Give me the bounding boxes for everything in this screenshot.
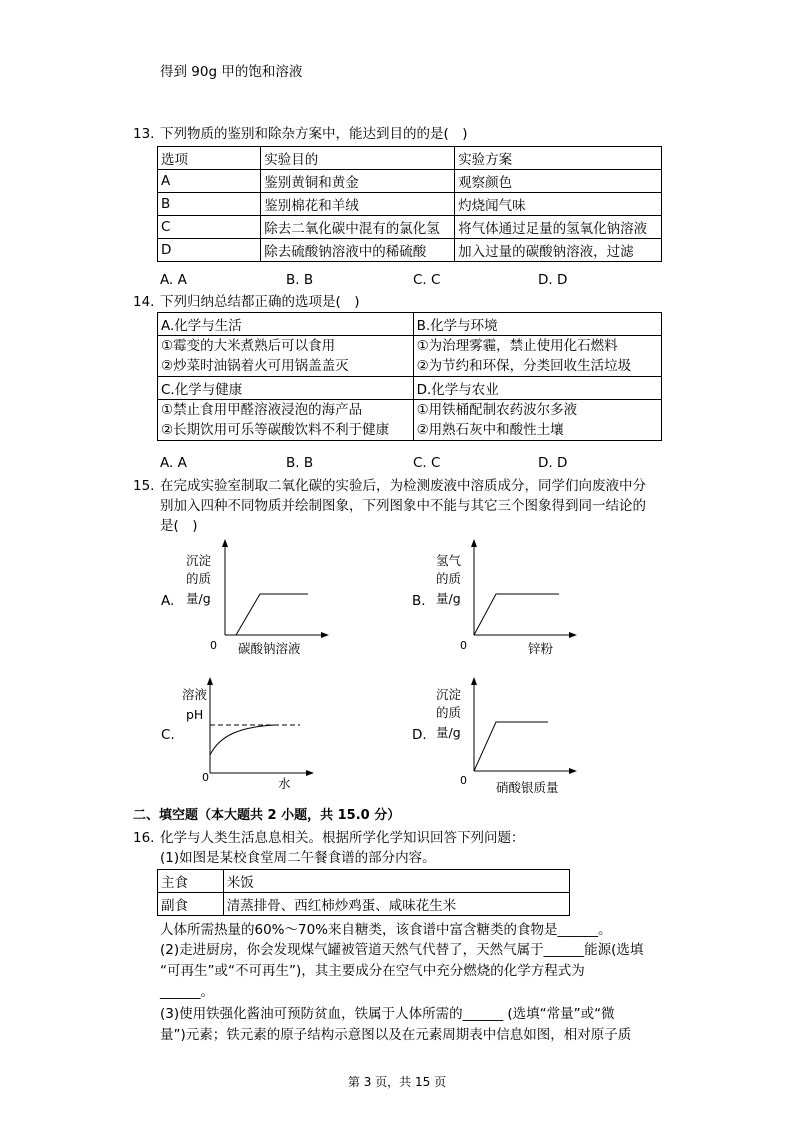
option-c[interactable]: C. C [413,455,441,471]
cell-line: ②用熟石灰中和酸性土壤 [416,422,564,438]
table-cell-title: A.化学与生活 [158,313,414,336]
q15-number: 15. [133,478,155,494]
chart-d-xlabel: 硝酸银质量 [496,780,559,795]
cell-line: ①禁止食用甲醛溶液浸泡的海产品 [161,402,363,418]
option-d[interactable]: D. D [538,272,568,288]
q16-part1-question: 人体所需热量的60%～70%来自糖类，该食谱中富含糖类的食物是______。 [160,922,612,938]
table-cell [158,400,414,441]
y-axis-arrow [471,539,477,547]
table-cell-title: C.化学与健康 [158,377,414,400]
chart-a-letter: A. [161,593,175,609]
table-row [158,336,662,377]
table-cell: 鉴别棉花和羊绒 [261,193,455,216]
chart-a-ylabel: 的质 [186,571,212,586]
cell-line: ①用铁桶配制农药波尔多液 [416,402,578,418]
chart-c-ylabel: 溶液 [182,687,208,702]
table-header-cell: 选项 [158,147,261,170]
table-cell: 鉴别黄铜和黄金 [261,170,455,193]
table-row [158,216,662,239]
chart-d-ylabel: 的质 [436,705,462,720]
chart-d-ylabel: 量/g [436,725,461,740]
table-cell: 观察颜色 [455,170,662,193]
q16-part2-line3: ______。 [160,984,214,1000]
chart-c-letter: C. [161,727,175,743]
chart-b [430,537,610,662]
chart-c-xlabel: 水 [278,776,291,791]
chart-c [180,675,360,800]
table-header-cell: 实验方案 [455,147,662,170]
chart-b-origin: 0 [460,639,467,652]
table-cell: 灼烧闻气味 [455,193,662,216]
x-axis-arrow [569,632,577,638]
section-heading: 二、填空题（本大题共 2 小题，共 15.0 分） [133,808,401,823]
table-row [158,170,662,193]
chart-d-letter: D. [412,727,427,743]
table-cell: 除去硫酸钠溶液中的稀硫酸 [261,239,455,262]
y-axis-arrow [222,539,228,547]
y-axis-arrow [471,677,477,685]
chart-d-ylabel: 沉淀 [436,687,462,702]
x-axis-arrow [321,632,329,638]
table-row [158,400,662,441]
q16-part2-line2: “可再生”或“不可再生”)，其主要成分在空气中充分燃烧的化学方程式为 [160,963,585,979]
cell-line: ②长期饮用可乐等碳酸饮料不利于健康 [161,422,390,438]
q16-stem: 化学与人类生活息息相关。根据所学化学知识回答下列问题： [160,830,525,846]
cell-line: ①为治理雾霾，禁止使用化石燃料 [416,338,618,354]
option-c[interactable]: C. C [413,272,441,288]
table-cell-title: D.化学与农业 [413,377,661,400]
table-cell [413,336,661,377]
cell-line: ②为节约和环保，分类回收生活垃圾 [416,358,632,374]
table-row [158,893,570,916]
chart-a-xlabel: 碳酸钠溶液 [238,641,301,656]
x-axis-arrow [569,768,577,774]
chart-a-ylabel: 量/g [186,591,211,606]
option-d[interactable]: D. D [538,455,568,471]
q15-stem-line1: 在完成实验室制取二氧化碳的实验后，为检测废液中溶质成分，同学们向废液中分 [160,478,646,494]
table-cell: 将气体通过足量的氢氧化钠溶液 [455,216,662,239]
y-axis-arrow [207,677,213,685]
chart-b-ylabel: 氢气 [436,553,462,568]
table-cell: 加入过量的碳酸钠溶液，过滤 [455,239,662,262]
q14-stem: 下列归纳总结都正确的选项是( ) [160,294,360,310]
chart-d [430,675,610,800]
chart-a-origin: 0 [210,639,217,652]
chart-c-curve [210,725,275,755]
table-row [158,239,662,262]
chart-d-curve [474,722,548,771]
chart-c-ylabel: pH [186,707,204,722]
q14-table [157,312,662,441]
table-row [158,147,662,170]
table-header-cell: 实验目的 [261,147,455,170]
q16-part2-line1: (2)走进厨房，你会发现煤气罐被管道天然气代替了，天然气属于______能源(选填 [160,942,644,958]
table-row [158,313,662,336]
table-row [158,193,662,216]
q15-stem-line3: 是( ) [160,518,198,534]
cell-line: ②炒菜时油锅着火可用锅盖盖灭 [161,358,349,374]
q15-stem-line2: 别加入四种不同物质并绘制图象，下列图象中不能与其它三个图象得到同一结论的 [160,498,646,514]
q16-part3-line1: (3)使用铁强化酱油可预防贫血，铁属于人体所需的______ (选填“常量”或“微 [160,1006,615,1022]
chart-a [180,537,360,662]
table-cell [158,336,414,377]
table-cell: 主食 [158,870,224,893]
table-row [158,377,662,400]
q16-number: 16. [133,830,155,846]
table-cell: B [158,193,261,216]
q16-part3-line2: 量”)元素；铁元素的原子结构示意图以及在元素周期表中信息如图，相对原子质 [160,1027,632,1043]
q13-number: 13. [133,126,155,142]
table-cell [413,400,661,441]
chart-b-ylabel: 量/g [436,591,461,606]
table-cell-title: B.化学与环境 [413,313,661,336]
table-cell: D [158,239,261,262]
table-cell: A [158,170,261,193]
chart-b-curve [474,594,559,635]
option-b[interactable]: B. B [286,272,314,288]
option-b[interactable]: B. B [286,455,314,471]
table-row [158,870,570,893]
option-a[interactable]: A. A [160,455,187,471]
q16-part1: (1)如图是某校食堂周二午餐食谱的部分内容。 [160,850,436,866]
chart-a-curve [236,594,308,635]
q13-stem: 下列物质的鉴别和除杂方案中，能达到目的的是( ) [160,126,468,142]
q13-table [157,146,662,262]
chart-b-letter: B. [412,593,426,609]
table-cell: 副食 [158,893,224,916]
x-axis-arrow [306,770,314,776]
cell-line: ①霉变的大米煮熟后可以食用 [161,338,336,354]
chart-c-origin: 0 [202,771,209,784]
table-cell: 米饭 [223,870,569,893]
table-cell: 清蒸排骨、西红柿炒鸡蛋、咸味花生米 [223,893,569,916]
table-cell: C [158,216,261,239]
chart-a-ylabel: 沉淀 [186,553,212,568]
option-a[interactable]: A. A [160,272,187,288]
q14-number: 14. [133,294,155,310]
chart-d-origin: 0 [460,774,467,787]
chart-b-xlabel: 锌粉 [528,641,554,656]
q16-menu-table [157,869,570,916]
page-footer: 第 3 页，共 15 页 [347,1075,447,1089]
table-cell: 除去二氧化碳中混有的氯化氢 [261,216,455,239]
chart-b-ylabel: 的质 [436,571,462,586]
carryover-text: 得到 90g 甲的饱和溶液 [160,64,303,80]
